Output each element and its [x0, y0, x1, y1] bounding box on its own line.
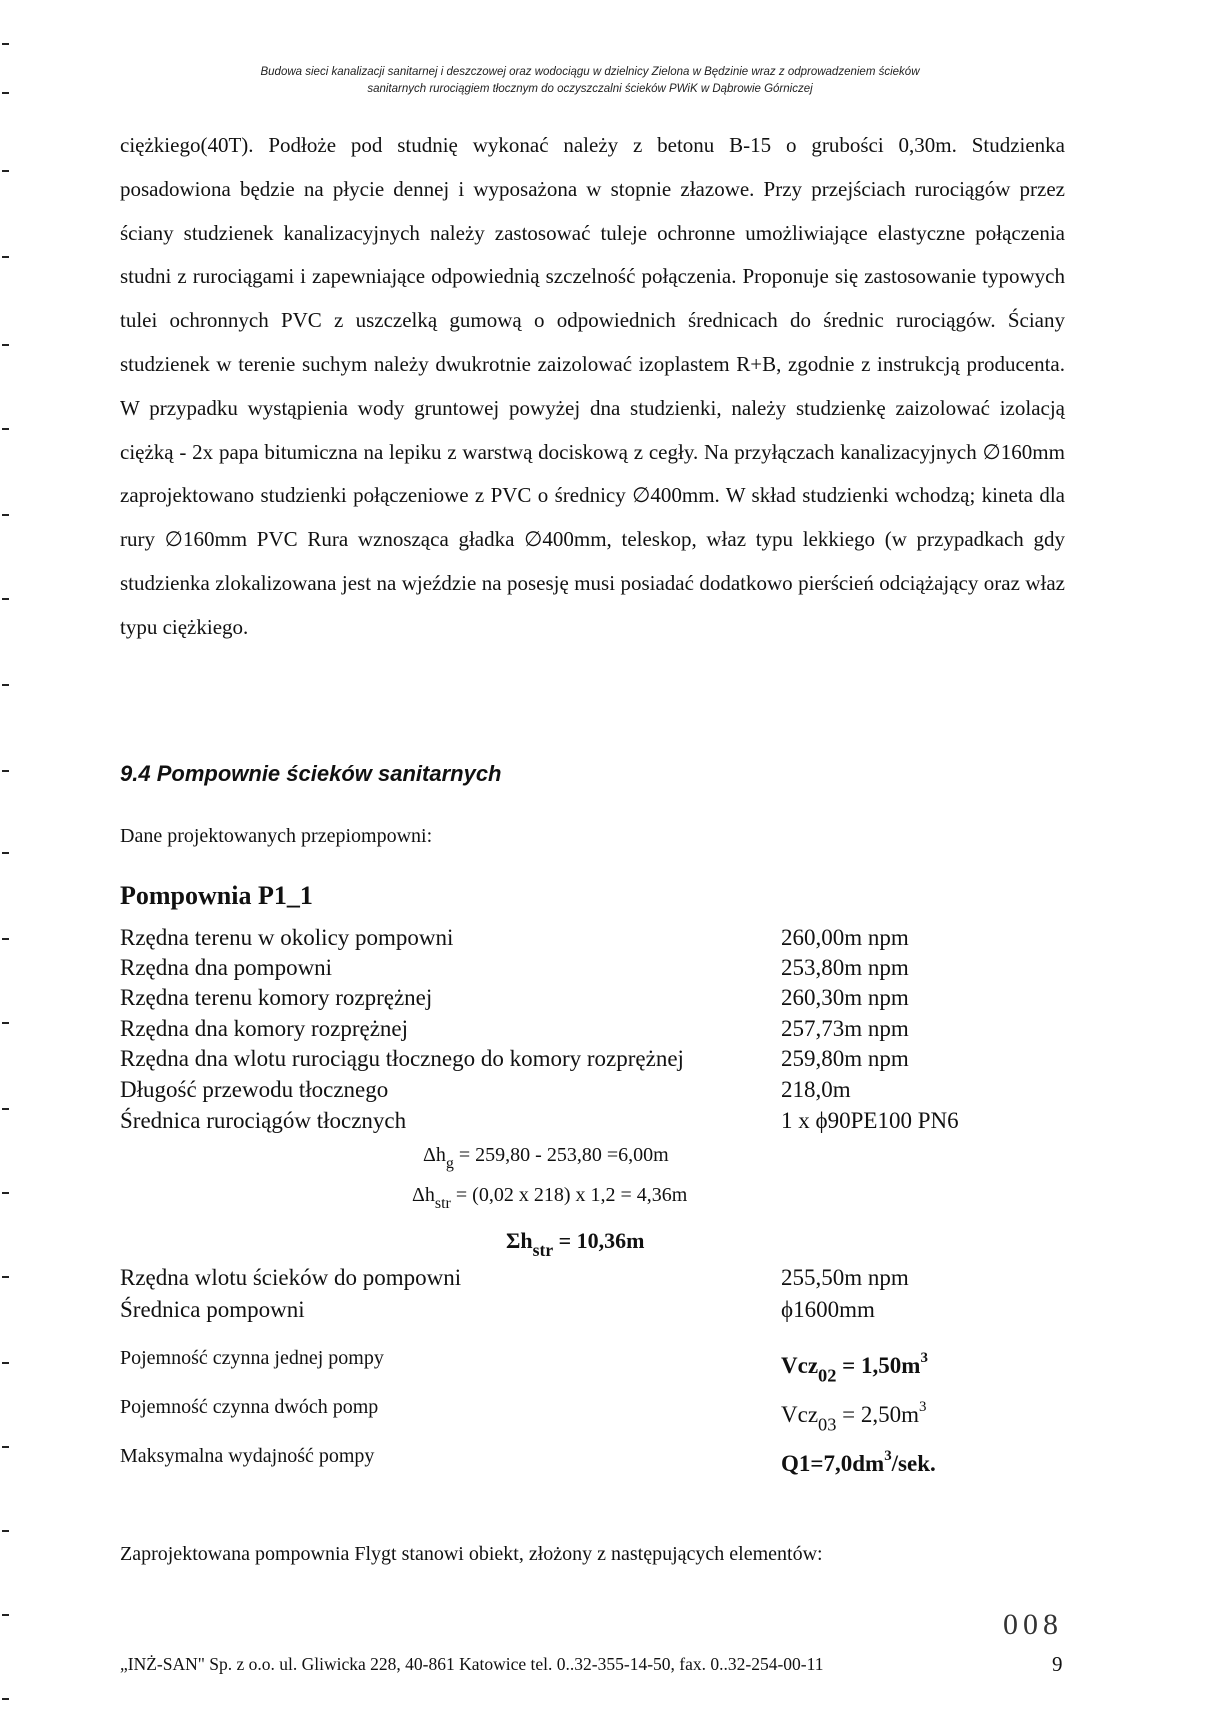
param-row	[120, 1043, 1080, 1075]
flow-unit: /sek.	[891, 1451, 936, 1477]
intro-text: Dane projektowanych przepiompowni:	[120, 825, 433, 847]
left-margin-marks	[0, 0, 12, 1731]
closing-text: Zaprojektowana pompownia Flygt stanowi obiekt, złożony z następujących elementów:	[120, 1543, 823, 1565]
param-value: 260,00m npm	[781, 925, 909, 950]
body-line: studzienek w terenie suchym należy dwukrotnie zaizolować izoplastem R+B, zgodnie z	[120, 351, 878, 376]
param-label: Pojemność czynna dwóch pomp	[120, 1396, 379, 1418]
section-title-text: Pompownie ścieków sanitarnych	[156, 761, 502, 786]
param-row	[120, 1440, 1080, 1477]
flow-superscript: 3	[884, 1448, 892, 1464]
body-line: odpowiednią szczelność połączenia. Proponuje się zastosowanie typowych tulei ochronnych	[120, 264, 1065, 333]
param-label: Średnica pompowni	[120, 1297, 305, 1322]
formula-head-losses	[412, 1184, 687, 1213]
body-line: ochronne umożliwiające elastyczne połączenia studni z rurociągami i zapewniające	[120, 220, 1066, 289]
capacity-symbol: Vcz	[781, 1353, 819, 1379]
body-line: dodatkowo pierścień odciążający oraz właz typu ciężkiego.	[120, 570, 1065, 639]
param-row	[120, 1262, 1080, 1294]
footer-address: „INŻ-SAN" Sp. z o.o. ul. Gliwicka 228, 40-861 Katowice tel. 0..32-355-14-50, fax. 0..32-254-00-11	[120, 1654, 824, 1674]
param-value	[781, 1391, 927, 1440]
capacity-symbol: Vcz	[781, 1402, 819, 1428]
param-row	[120, 1294, 1080, 1326]
formula-subscript: str	[434, 1195, 451, 1213]
param-row	[120, 1105, 1080, 1137]
body-line: przejściach rurociągów przez ściany studzienek kanalizacyjnych należy zastosować tuleje	[120, 176, 1065, 245]
capacity-value: = 1,50m	[836, 1353, 921, 1379]
capacity-value: = 2,50m	[836, 1402, 920, 1428]
body-line: przypadkach gdy studzienka zlokalizowana jest na wjeździe na posesję musi posiadać	[120, 527, 1065, 595]
param-value: 260,30m npm	[781, 985, 909, 1010]
param-value	[781, 1440, 936, 1480]
formula-symbol: Σh	[506, 1228, 533, 1253]
param-row	[120, 982, 1080, 1014]
capacity-subscript: 02	[818, 1365, 837, 1386]
param-row	[120, 1074, 1080, 1106]
body-line: dociskową z cegły. Na przyłączach kanalizacyjnych ∅160mm zaprojektowano studzienki	[120, 439, 1065, 508]
param-label: Rzędna terenu komory rozprężnej	[120, 985, 433, 1010]
station-title: Pompownia P1_1	[120, 881, 313, 910]
body-line: połączeniowe z PVC o średnicy ∅400mm. W skład studzienki wchodzą; kineta dla rury	[120, 483, 1065, 552]
body-paragraph	[120, 124, 1065, 650]
param-value: 255,50m npm	[781, 1265, 909, 1290]
param-label: Rzędna dna pompowni	[120, 955, 333, 980]
param-label: Rzędna wlotu ścieków do pompowni	[120, 1265, 462, 1290]
formula-head-total	[506, 1228, 645, 1261]
param-row	[120, 1013, 1080, 1045]
param-value: 253,80m npm	[781, 955, 909, 980]
param-row	[120, 952, 1080, 984]
param-row	[120, 1342, 1080, 1386]
formula-subscript: str	[532, 1239, 554, 1260]
page-number: 9	[1052, 1652, 1063, 1676]
section-heading	[120, 761, 502, 787]
formula-rhs: = 259,80 - 253,80 =6,00m	[453, 1144, 669, 1166]
page-stamp: 008	[1003, 1608, 1063, 1641]
flow-value: Q1=7,0dm	[781, 1451, 885, 1477]
body-line: instrukcją producenta. W przypadku wystąpienia wody gruntowej powyżej dna studzienki,	[120, 351, 1065, 420]
param-row	[120, 922, 1080, 954]
capacity-superscript: 3	[919, 1399, 927, 1415]
body-line: ciężkiego(40T). Podłoże pod studnię wykonać należy z betonu B-15 o grubości 0,30m.	[120, 133, 972, 157]
body-line: ∅160mm PVC Rura wznosząca gładka ∅400mm, teleskop, właz typu lekkiego (w	[164, 527, 917, 552]
param-value: ϕ1600mm	[781, 1297, 875, 1322]
formula-rhs: = 10,36m	[553, 1228, 645, 1253]
param-label: Średnica rurociągów tłocznych	[120, 1108, 407, 1133]
param-label: Pojemność czynna jednej pompy	[120, 1347, 384, 1369]
param-row	[120, 1391, 1080, 1435]
formula-symbol: Δh	[412, 1184, 435, 1206]
body-line: Studzienka posadowiona będzie na płycie dennej i wyposażona w stopnie złazowe. Przy	[120, 133, 1065, 201]
header-line-2: sanitarnych rurociągiem tłocznym do oczyszczalni ścieków PWiK w Dąbrowie Górniczej	[367, 83, 813, 95]
param-label: Rzędna dna wlotu rurociągu tłocznego do komory rozprężnej	[120, 1046, 684, 1071]
param-value: 259,80m npm	[781, 1046, 909, 1071]
header-line-1: Budowa sieci kanalizacji sanitarnej i deszczowej oraz wodociągu w dzielnicy Zielona w Będzinie wraz z odprowadzeniem ścieków	[260, 66, 920, 78]
param-value: 218,0m	[781, 1077, 851, 1102]
formula-subscript: g	[445, 1155, 454, 1173]
param-label: Maksymalna wydajność pompy	[120, 1445, 375, 1467]
capacity-subscript: 03	[818, 1414, 837, 1435]
formula-symbol: Δh	[423, 1144, 446, 1166]
running-header	[120, 64, 1060, 98]
formula-rhs: = (0,02 x 218) x 1,2 = 4,36m	[450, 1184, 688, 1206]
param-value: 257,73m npm	[781, 1016, 909, 1041]
body-line: PVC z uszczelką gumową o odpowiednich średnicach do średnic rurociągów. Ściany	[280, 308, 1065, 333]
capacity-superscript: 3	[920, 1350, 928, 1366]
section-number: 9.4	[120, 761, 151, 786]
body-line: należy studzienkę zaizolować izolacją ciężką - 2x papa bitumiczna na lepiku z warstwą	[120, 395, 1066, 464]
param-value	[781, 1342, 928, 1391]
param-label: Długość przewodu tłocznego	[120, 1077, 389, 1102]
param-label: Rzędna terenu w okolicy pompowni	[120, 925, 454, 950]
param-value: 1 x ϕ90PE100 PN6	[781, 1108, 959, 1133]
param-label: Rzędna dna komory rozprężnej	[120, 1016, 409, 1041]
formula-head-geodetic	[423, 1144, 669, 1173]
